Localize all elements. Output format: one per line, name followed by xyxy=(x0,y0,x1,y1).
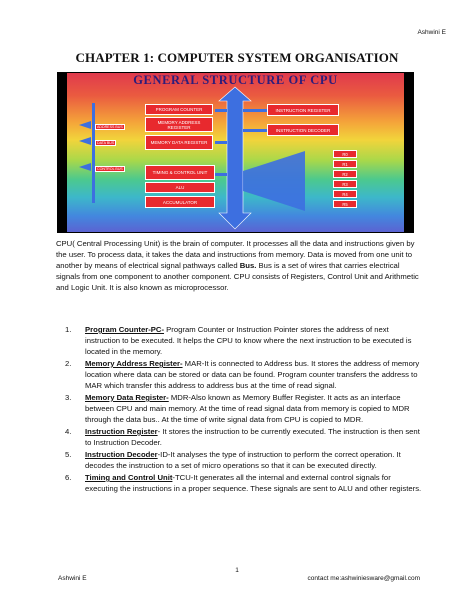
list-item xyxy=(65,324,425,357)
address-bus-arrow xyxy=(79,121,91,129)
register-r0: R0 xyxy=(333,150,357,158)
item-number: 4. xyxy=(65,427,72,436)
item-text: MDR-Also known as Memory Buffer Register. It acts as an interface between CPU and main memory. At the time of read signal data from memory is copied to MDR through the data bus.. At the time of write signal data from CPU is copied to MDR. xyxy=(85,393,410,424)
figure-background xyxy=(67,73,404,232)
item-text: -ID-It analyses the type of instruction to perform the correct operation. It decodes the instruction to a set of micro operations so that it can be executed directly. xyxy=(85,450,401,470)
chapter-title: CHAPTER 1: COMPUTER SYSTEM ORGANISATION xyxy=(75,50,399,65)
list-item xyxy=(65,472,425,494)
cpu-components-list xyxy=(65,324,425,495)
data-bus-arrow xyxy=(79,137,91,145)
item-term: Instruction Decoder xyxy=(85,450,158,459)
list-item xyxy=(65,449,425,471)
item-term: Program Counter-PC- xyxy=(85,325,165,334)
intro-text-1: CPU( Central Processing Unit) is the brain of computer. It processes all the data and instructions given by the user. To process data, it takes the data and instructions from memory. Data is moved from one unit to another by means of electrical signal pathways called xyxy=(56,239,415,270)
footer-author: Ashwini E xyxy=(58,575,87,582)
intro-text-2: Bus is a set of wires that carries electrical signals from one component to another component. CPU consists of Registers, Control Unit and Arithmetic and Logic Unit. It is also known as microprocessor. xyxy=(56,261,419,292)
item-number: 5. xyxy=(65,450,72,459)
item-number: 2. xyxy=(65,359,72,368)
cpu-structure-figure xyxy=(57,72,414,233)
control-bus-label: CONTROL BUS xyxy=(97,167,123,171)
item-number: 1. xyxy=(65,325,72,334)
register-r1: R1 xyxy=(333,160,357,168)
item-text: -TCU-It generates all the internal and external control signals for executing the instructions in a proper sequence. These signals are sent to ALU and other registers. xyxy=(85,473,422,493)
item-text: Program Counter or Instruction Pointer stores the address of next instruction to be executed. It helps the CPU to know where the next instruction to be executed is located in the memory. xyxy=(85,325,412,356)
register-connector xyxy=(243,151,305,211)
item-text: - It stores the instruction to be currently executed. The instruction is then sent to Instruction Decoder. xyxy=(85,427,420,447)
item-term: Timing and Control Unit xyxy=(85,473,173,482)
register-r5: R5 xyxy=(333,200,357,208)
connector-right-top xyxy=(243,109,267,112)
timing-control-unit-box: TIMING & CONTROL UNIT xyxy=(145,165,215,180)
header-author: Ashwini E xyxy=(417,29,446,36)
list-item xyxy=(65,392,425,425)
register-r4: R4 xyxy=(333,190,357,198)
control-bus-arrow xyxy=(79,163,91,171)
connector-right-mid xyxy=(243,129,267,132)
item-number: 6. xyxy=(65,473,72,482)
figure-title: GENERAL STRUCTURE OF CPU xyxy=(133,73,338,87)
register-r2: R2 xyxy=(333,170,357,178)
address-bus-label: ADDRESS BUS xyxy=(97,125,123,129)
list-item xyxy=(65,358,425,391)
list-item xyxy=(65,426,425,448)
memory-address-register-box: MEMORY ADDRESS REGISTER xyxy=(145,117,213,132)
page-number: 1 xyxy=(235,567,239,574)
system-bus-arrow xyxy=(219,87,251,229)
connector-left-low xyxy=(215,173,227,176)
left-vertical-link xyxy=(92,103,95,203)
intro-paragraph xyxy=(56,238,422,293)
instruction-register-box: INSTRUCTION REGISTER xyxy=(267,104,339,116)
connector-left-mid xyxy=(215,141,227,144)
item-term: Memory Address Register- xyxy=(85,359,183,368)
memory-data-register-box: MEMORY DATA REGISTER xyxy=(145,135,213,150)
item-number: 3. xyxy=(65,393,72,402)
alu-box: ALU xyxy=(145,182,215,193)
connector-left-top xyxy=(215,109,227,112)
register-r3: R3 xyxy=(333,180,357,188)
footer-contact: contact me:ashwiniesware@gmail.com xyxy=(307,575,420,582)
bus-term: Bus. xyxy=(239,261,257,270)
program-counter-box: PROGRAM COUNTER xyxy=(145,104,213,115)
item-term: Instruction Register xyxy=(85,427,158,436)
instruction-decoder-box: INSTRUCTION DECODER xyxy=(267,124,339,136)
accumulator-box: ACCUMULATOR xyxy=(145,196,215,208)
data-bus-label: DATA BUS xyxy=(97,141,115,145)
item-term: Memory Data Register- xyxy=(85,393,169,402)
item-text: MAR-It is connected to Address bus. It stores the address of memory location where data can be stored or data can be found. Program counter transfers the address to MAR which transfer this address to address bus at the time of read signal. xyxy=(85,359,420,390)
